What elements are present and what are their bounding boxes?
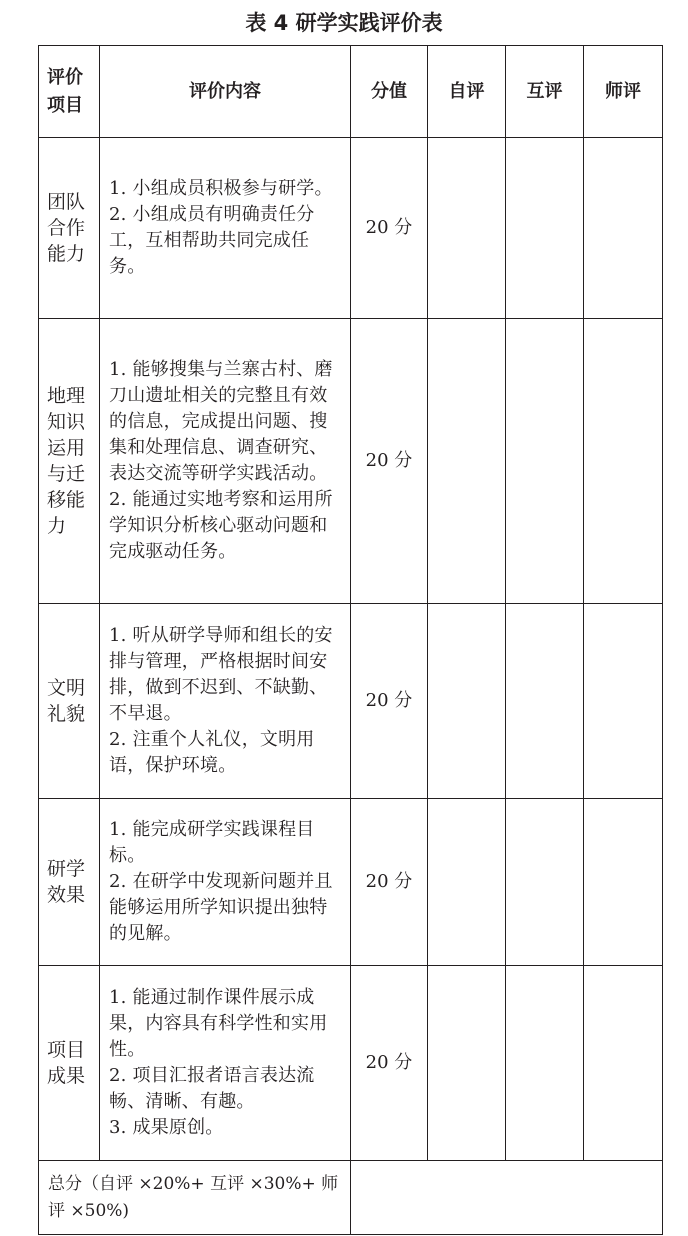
teacher-score-cell (584, 604, 663, 799)
header-peer: 互评 (506, 46, 584, 138)
total-formula: 总分（自评 ×20%+ 互评 ×30%+ 师评 ×50%) (39, 1161, 351, 1235)
table-row (39, 799, 663, 966)
table-row (39, 966, 663, 1161)
peer-score-cell (506, 966, 584, 1161)
row-content: 1. 能完成研学实践课程目标。 2. 在研学中发现新问题并且能够运用所学知识提出独特的见解。 (100, 799, 351, 966)
self-score-cell (428, 799, 506, 966)
row-category: 团队合作能力 (39, 138, 100, 319)
row-content: 1. 听从研学导师和组长的安排与管理，严格根据时间安排，做到不迟到、不缺勤、不早退。 2. 注重个人礼仪，文明用语，保护环境。 (100, 604, 351, 799)
teacher-score-cell (584, 966, 663, 1161)
peer-score-cell (506, 799, 584, 966)
table-row (39, 319, 663, 604)
table-row (39, 604, 663, 799)
row-score: 20 分 (351, 138, 428, 319)
row-score: 20 分 (351, 319, 428, 604)
row-category: 项目成果 (39, 966, 100, 1161)
teacher-score-cell (584, 799, 663, 966)
row-score: 20 分 (351, 799, 428, 966)
table-row (39, 138, 663, 319)
self-score-cell (428, 319, 506, 604)
self-score-cell (428, 966, 506, 1161)
header-teacher: 师评 (584, 46, 663, 138)
self-score-cell (428, 138, 506, 319)
row-category: 地理知识运用与迁移能力 (39, 319, 100, 604)
peer-score-cell (506, 138, 584, 319)
total-score-cell (351, 1161, 663, 1235)
header-self: 自评 (428, 46, 506, 138)
row-score: 20 分 (351, 966, 428, 1161)
evaluation-table (38, 45, 663, 1235)
self-score-cell (428, 604, 506, 799)
row-category: 研学效果 (39, 799, 100, 966)
peer-score-cell (506, 604, 584, 799)
row-score: 20 分 (351, 604, 428, 799)
row-category: 文明礼貌 (39, 604, 100, 799)
peer-score-cell (506, 319, 584, 604)
header-item: 评价项目 (39, 46, 100, 138)
teacher-score-cell (584, 138, 663, 319)
header-row (39, 46, 663, 138)
total-row (39, 1161, 663, 1235)
header-score: 分值 (351, 46, 428, 138)
table-caption: 表 4 研学实践评价表 (245, 11, 443, 35)
teacher-score-cell (584, 319, 663, 604)
header-content: 评价内容 (100, 46, 351, 138)
row-content: 1. 能够搜集与兰寨古村、磨刀山遗址相关的完整且有效的信息，完成提出问题、搜集和处理信息、调查研究、表达交流等研学实践活动。 2. 能通过实地考察和运用所学知识分析核心驱动问题和完成驱动任务。 (100, 319, 351, 604)
row-content: 1. 小组成员积极参与研学。 2. 小组成员有明确责任分工，互相帮助共同完成任务。 (100, 138, 351, 319)
row-content: 1. 能通过制作课件展示成果，内容具有科学性和实用性。 2. 项目汇报者语言表达流畅、清晰、有趣。 3. 成果原创。 (100, 966, 351, 1161)
